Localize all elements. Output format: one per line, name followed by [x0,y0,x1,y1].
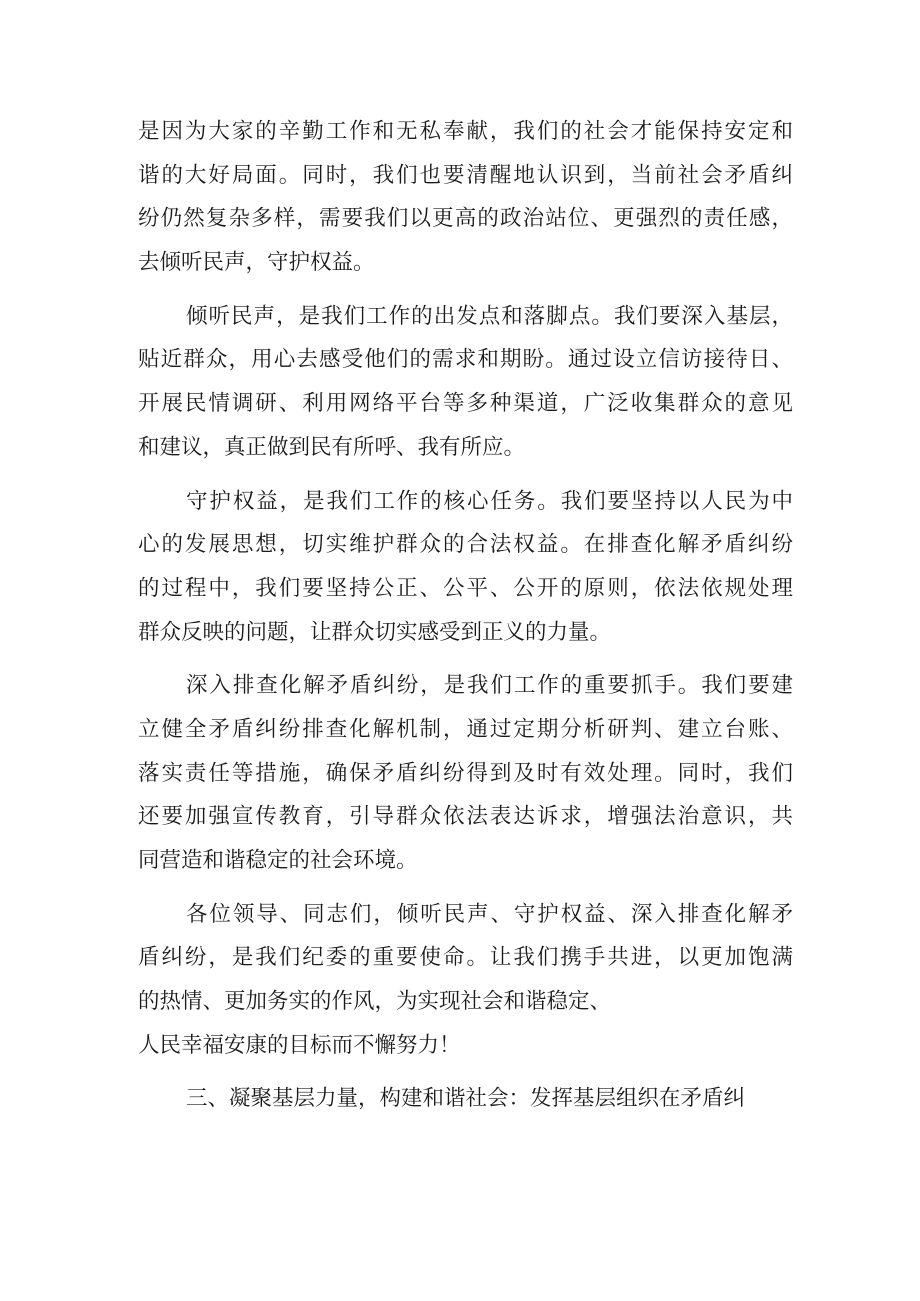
paragraph-line: 去倾听民声，守护权益。 [138,250,375,276]
paragraph-line: 和建议，真正做到民有所呼、我有所应。 [138,434,526,460]
paragraph-line: 盾纠纷，是我们纪委的重要使命。让我们携手共进，以更加饱满 [138,945,793,971]
paragraph-spacer [138,883,793,893]
paragraph-1 [138,110,793,285]
paragraph-line: 守护权益，是我们工作的核心任务。我们要坚持以人民为中 [186,488,793,514]
document-body [138,110,793,1121]
paragraph-spacer [138,470,793,480]
paragraph-6 [138,1077,793,1121]
paragraph-line: 深入排查化解矛盾纠纷，是我们工作的重要抓手。我们要建 [186,673,793,699]
paragraph-spacer [138,285,793,295]
paragraph-5 [138,893,793,1068]
paragraph-line: 立健全矛盾纠纷排查化解机制，通过定期分析研判、建立台账、 [138,716,793,742]
paragraph-line: 贴近群众，用心去感受他们的需求和期盼。通过设立信访接待日、 [138,347,793,373]
paragraph-line: 同营造和谐稳定的社会环境。 [138,848,418,873]
paragraph-line: 落实责任等措施，确保矛盾纠纷得到及时有效处理。同时，我们 [138,760,793,786]
paragraph-line: 心的发展思想，切实维护群众的合法权益。在排查化解矛盾纠纷 [138,532,793,558]
paragraph-4 [138,664,793,882]
section-heading-line: 三、凝聚基层力量，构建和谐社会：发挥基层组织在矛盾纠 [186,1086,746,1112]
paragraph-2 [138,295,793,470]
paragraph-3 [138,480,793,655]
paragraph-line: 人民幸福安康的目标而不懈努力！ [138,1032,461,1058]
paragraph-line: 开展民情调研、利用网络平台等多种渠道，广泛收集群众的意见 [138,391,793,417]
paragraph-spacer [138,1067,793,1077]
paragraph-line: 是因为大家的辛勤工作和无私奉献，我们的社会才能保持安定和 [138,119,793,144]
paragraph-line: 各位领导、同志们，倾听民声、守护权益、深入排查化解矛 [186,901,793,927]
paragraph-line: 的过程中，我们要坚持公正、公平、公开的原则，依法依规处理 [138,575,793,601]
paragraph-line: 倾听民声，是我们工作的出发点和落脚点。我们要深入基层， [186,303,793,329]
paragraph-line: 纷仍然复杂多样，需要我们以更高的政治站位、更强烈的责任感， [138,206,793,232]
paragraph-spacer [138,654,793,664]
paragraph-line: 谐的大好局面。同时，我们也要清醒地认识到，当前社会矛盾纠 [138,162,793,188]
paragraph-line: 还要加强宣传教育，引导群众依法表达诉求，增强法治意识，共 [138,804,793,830]
paragraph-line: 群众反映的问题，让群众切实感受到正义的力量。 [138,619,612,645]
paragraph-line: 的热情、更加务实的作风，为实现社会和谐稳定、 [138,989,612,1015]
